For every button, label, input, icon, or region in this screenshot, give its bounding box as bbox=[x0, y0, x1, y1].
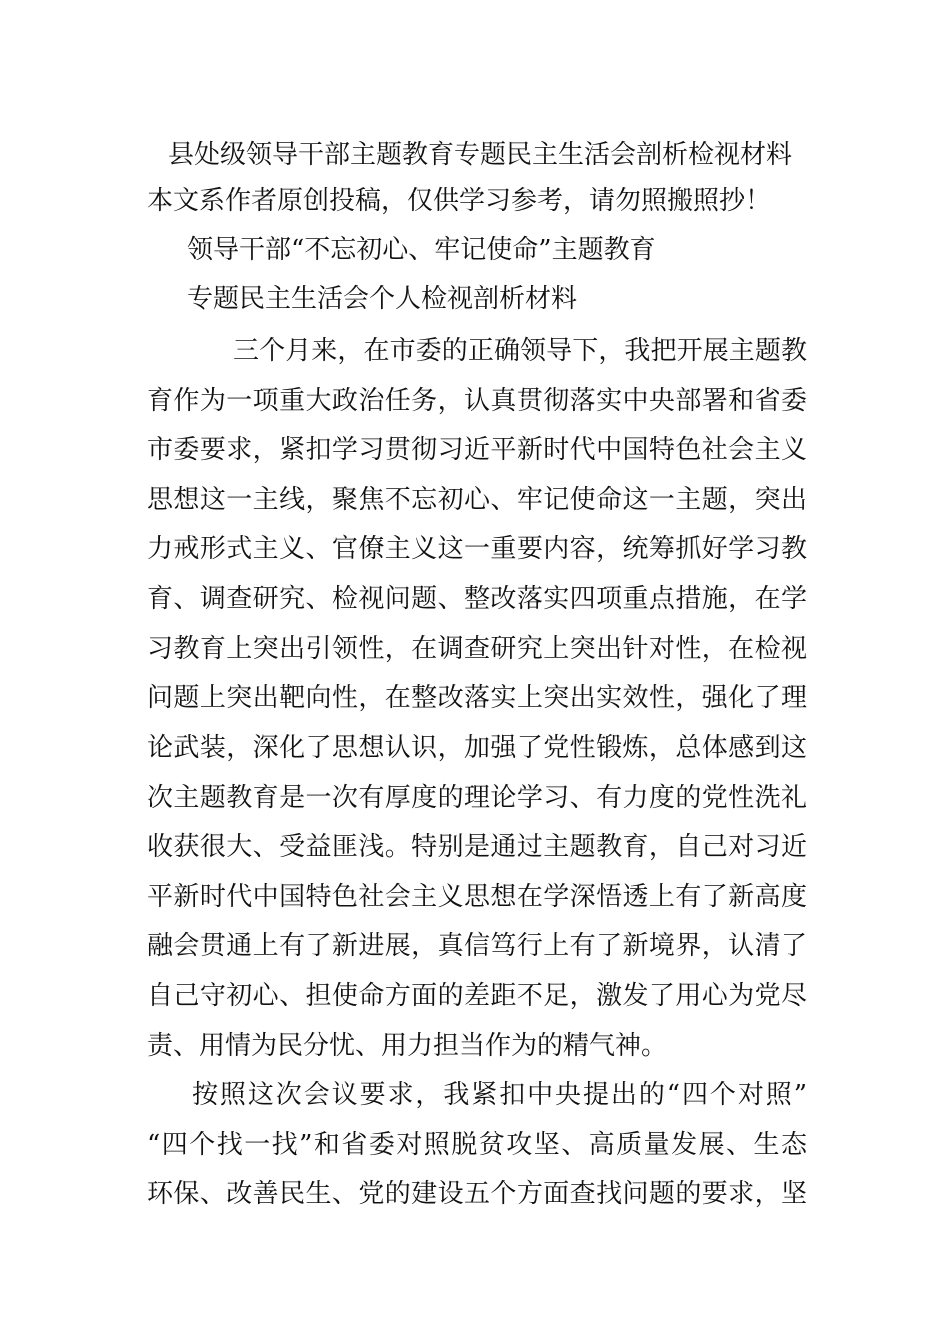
paragraph-line: 市委要求，紧扣学习贯彻习近平新时代中国特色社会主义 bbox=[147, 435, 807, 465]
paragraph-line: 次主题教育是一次有厚度的理论学习、有力度的党性洗礼 bbox=[147, 783, 807, 813]
paragraph-line: 收获很大、受益匪浅。特别是通过主题教育，自己对习近 bbox=[147, 832, 807, 862]
paragraph-line: 按照这次会议要求，我紧扣中央提出的“四个对照” bbox=[192, 1080, 807, 1110]
paragraph-line: 平新时代中国特色社会主义思想在学深悟透上有了新高度 bbox=[147, 882, 807, 912]
paragraph-line: 习教育上突出引领性，在调查研究上突出针对性，在检视 bbox=[147, 634, 807, 664]
subtitle-line-2: 专题民主生活会个人检视剖析材料 bbox=[187, 284, 578, 314]
paragraph-line: 力戒形式主义、官僚主义这一重要内容，统筹抓好学习教 bbox=[147, 534, 807, 564]
paragraph-line: 融会贯通上有了新进展，真信笃行上有了新境界，认清了 bbox=[147, 931, 807, 961]
paragraph-line: 论武装，深化了思想认识，加强了党性锻炼，总体感到这 bbox=[147, 733, 807, 763]
document-title: 县处级领导干部主题教育专题民主生活会剖析检视材料 bbox=[168, 140, 793, 170]
copyright-notice: 本文系作者原创投稿，仅供学习参考，请勿照搬照抄！ bbox=[147, 186, 772, 216]
paragraph-line: 环保、改善民生、党的建设五个方面查找问题的要求，坚 bbox=[147, 1179, 807, 1209]
paragraph-line: 问题上突出靶向性，在整改落实上突出实效性，强化了理 bbox=[147, 683, 807, 713]
paragraph-line: 育、调查研究、检视问题、整改落实四项重点措施，在学 bbox=[147, 584, 807, 614]
paragraph-line: “四个找一找”和省委对照脱贫攻坚、高质量发展、生态 bbox=[147, 1130, 807, 1160]
paragraph-line: 责、用情为民分忧、用力担当作为的精气神。 bbox=[147, 1031, 668, 1061]
subtitle-line-1: 领导干部“不忘初心、牢记使命”主题教育 bbox=[187, 235, 656, 265]
paragraph-line: 三个月来，在市委的正确领导下，我把开展主题教 bbox=[233, 336, 807, 366]
paragraph-line: 自己守初心、担使命方面的差距不足，激发了用心为党尽 bbox=[147, 981, 807, 1011]
paragraph-line: 育作为一项重大政治任务，认真贯彻落实中央部署和省委 bbox=[147, 386, 807, 416]
paragraph-line: 思想这一主线，聚焦不忘初心、牢记使命这一主题，突出 bbox=[147, 485, 807, 515]
